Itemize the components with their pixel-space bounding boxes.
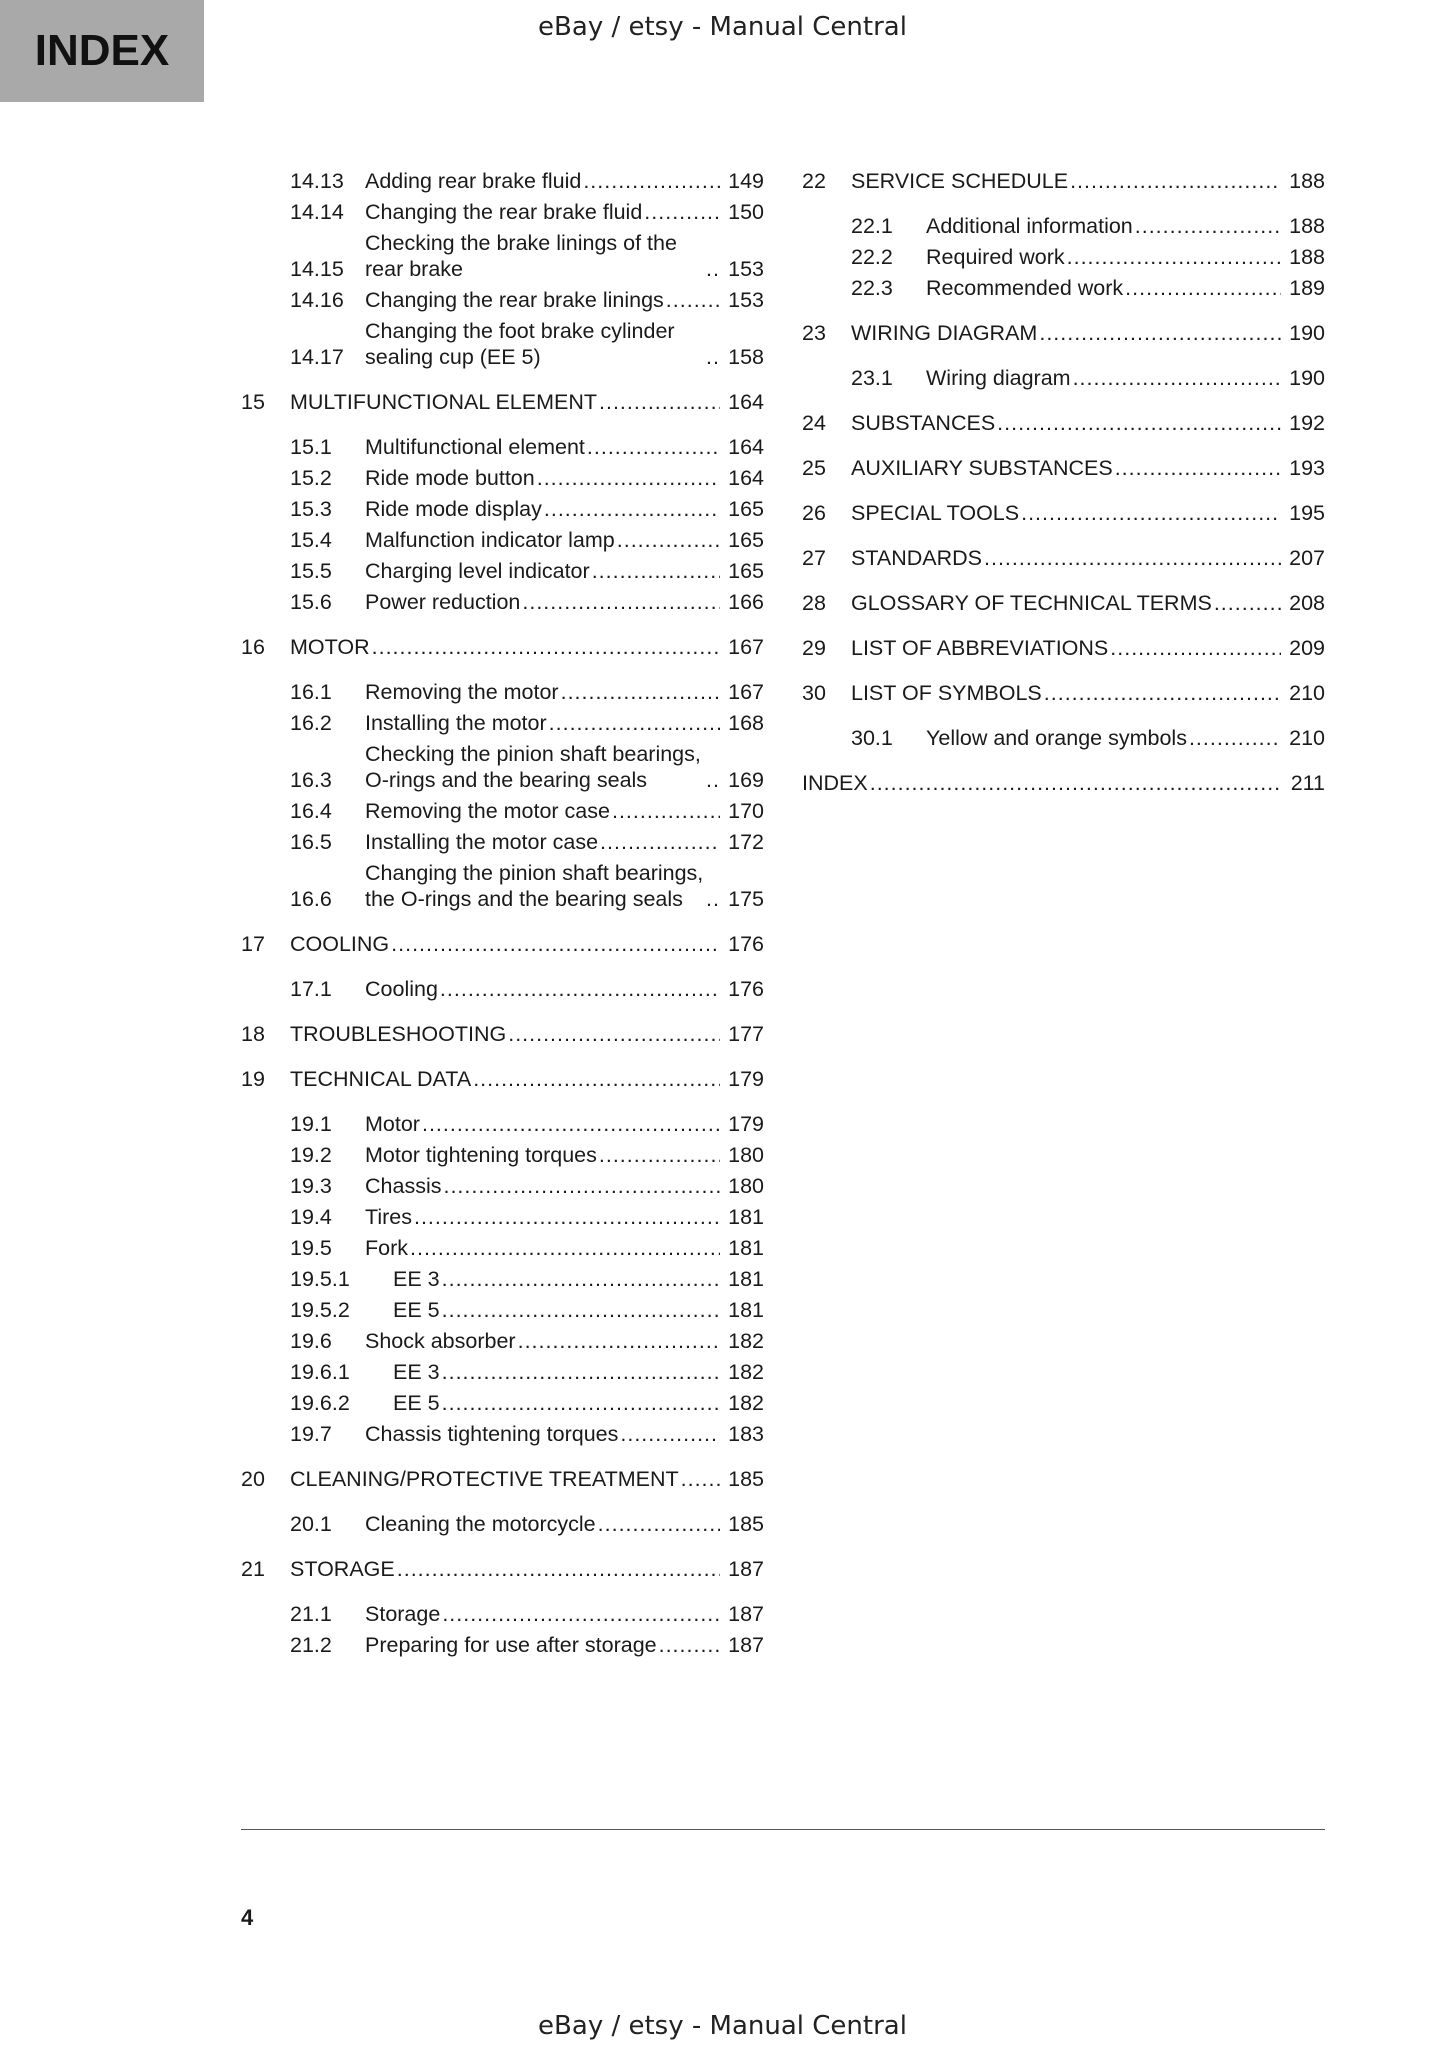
toc-chapter-entry[interactable] [802, 410, 1325, 436]
toc-leader-dots [706, 344, 720, 370]
toc-entry-page: 188 [1289, 214, 1325, 238]
toc-section-entry[interactable] [241, 1632, 764, 1658]
toc-leader-dots [706, 767, 720, 793]
toc-entry-number: 27 [802, 546, 826, 570]
toc-entry-page: 185 [728, 1467, 764, 1491]
toc-entry-number: 28 [802, 591, 826, 615]
toc-leader-dots [659, 1632, 720, 1658]
toc-leader-dots [522, 589, 720, 615]
toc-entry-number: 16.1 [290, 680, 332, 704]
toc-entry-page: 170 [728, 799, 764, 823]
toc-entry-number: 22.2 [851, 245, 893, 269]
toc-section-entry[interactable] [241, 230, 764, 282]
toc-entry-title: Cooling [365, 977, 438, 1001]
toc-entry-page: 180 [728, 1174, 764, 1198]
toc-entry-title: Installing the motor case [365, 830, 599, 854]
toc-section-entry[interactable] [241, 1204, 764, 1230]
toc-entry-title: LIST OF ABBREVIATIONS [851, 636, 1109, 660]
toc-entry-title: MULTIFUNCTIONAL ELEMENT [290, 390, 597, 414]
toc-entry-title: STORAGE [290, 1557, 395, 1581]
toc-entry-title: Changing the rear brake fluid [365, 200, 643, 224]
toc-entry-title: Adding rear brake fluid [365, 169, 582, 193]
toc-entry-page: 164 [728, 466, 764, 490]
toc-section-entry[interactable] [241, 496, 764, 522]
toc-entry-title: EE 5 [393, 1391, 440, 1415]
toc-section-entry[interactable] [241, 798, 764, 824]
toc-leader-dots [397, 1556, 720, 1582]
toc-entry-number: 15.2 [290, 466, 332, 490]
toc-entry-title: Malfunction indicator lamp [365, 528, 615, 552]
toc-entry-page: 172 [728, 830, 764, 854]
toc-leader-dots [1044, 680, 1281, 706]
toc-entry-title: LIST OF SYMBOLS [851, 681, 1042, 705]
toc-leader-dots [617, 527, 720, 553]
toc-section-entry[interactable] [241, 1173, 764, 1199]
toc-entry-number: 18 [241, 1022, 265, 1046]
toc-leader-dots [1189, 725, 1281, 751]
toc-entry-number: 21.2 [290, 1633, 332, 1657]
toc-entry-number: 19.5 [290, 1236, 332, 1260]
toc-entry-number: 19 [241, 1067, 265, 1091]
toc-section-entry[interactable] [241, 1359, 764, 1385]
toc-entry-title: Changing the pinion shaft bearings, the O-rings and the bearing seals [365, 861, 704, 911]
toc-entry-title: Removing the motor case [365, 799, 610, 823]
toc-chapter-entry[interactable] [802, 455, 1325, 481]
toc-section-entry[interactable] [241, 199, 764, 225]
toc-leader-dots [442, 1601, 720, 1627]
toc-section-entry[interactable] [241, 527, 764, 553]
toc-entry-title: MOTOR [290, 635, 370, 659]
toc-section-entry[interactable] [241, 1328, 764, 1354]
toc-leader-dots [544, 496, 720, 522]
toc-leader-dots [442, 1390, 720, 1416]
toc-entry-number: 21 [241, 1557, 265, 1581]
toc-entry-page: 188 [1289, 245, 1325, 269]
toc-entry-page: 153 [728, 288, 764, 312]
toc-entry-number: 14.17 [290, 345, 344, 369]
toc-entry-page: 164 [728, 390, 764, 414]
toc-entry-number: 19.5.1 [290, 1267, 350, 1291]
toc-section-entry[interactable] [241, 860, 764, 912]
toc-leader-dots [473, 1066, 720, 1092]
toc-section-entry[interactable] [241, 1297, 764, 1323]
toc-entry-title: Ride mode display [365, 497, 542, 521]
toc-chapter-entry[interactable] [802, 590, 1325, 616]
toc-section-entry[interactable] [802, 365, 1325, 391]
toc-leader-dots [598, 1511, 720, 1537]
toc-chapter-entry[interactable] [241, 931, 764, 957]
toc-entry-title: TROUBLESHOOTING [290, 1022, 507, 1046]
toc-entry-page: 179 [728, 1067, 764, 1091]
toc-section-entry[interactable] [241, 1142, 764, 1168]
toc-entry-title: Multifunctional element [365, 435, 585, 459]
toc-section-entry[interactable] [241, 710, 764, 736]
toc-entry-number: 30.1 [851, 726, 893, 750]
toc-chapter-entry[interactable] [802, 500, 1325, 526]
toc-leader-dots [1067, 244, 1281, 270]
toc-chapter-entry[interactable] [241, 1066, 764, 1092]
toc-entry-number: 14.16 [290, 288, 344, 312]
toc-leader-dots [870, 770, 1281, 796]
toc-leader-dots [620, 1421, 720, 1447]
page-number: 4 [241, 1905, 254, 1930]
toc-entry-number: 15.1 [290, 435, 332, 459]
index-tab: INDEX [0, 0, 204, 102]
toc-leader-dots [599, 389, 720, 415]
toc-entry-page: 207 [1289, 546, 1325, 570]
toc-entry-title: Ride mode button [365, 466, 535, 490]
toc-entry-title: COOLING [290, 932, 390, 956]
toc-entry-title: Yellow and orange symbols [926, 726, 1187, 750]
toc-entry-page: 181 [728, 1267, 764, 1291]
toc-entry-number: 19.3 [290, 1174, 332, 1198]
toc-entry-page: 182 [728, 1329, 764, 1353]
toc-section-entry[interactable] [241, 318, 764, 370]
watermark-bottom: eBay / etsy - Manual Central [538, 2011, 907, 2041]
toc-entry-page: 181 [728, 1205, 764, 1229]
toc-chapter-entry[interactable] [802, 320, 1325, 346]
toc-section-entry[interactable] [241, 465, 764, 491]
toc-entry-number: 14.13 [290, 169, 344, 193]
toc-entry-page: 195 [1289, 501, 1325, 525]
toc-entry-page: 177 [728, 1022, 764, 1046]
toc-leader-dots [372, 634, 720, 660]
toc-entry-page: 189 [1289, 276, 1325, 300]
toc-leader-dots [644, 199, 720, 225]
toc-entry-title: Checking the brake linings of the rear brake [365, 231, 677, 281]
toc-section-entry[interactable] [241, 1111, 764, 1137]
watermark-top: eBay / etsy - Manual Central [538, 12, 907, 42]
toc-leader-dots [442, 1266, 720, 1292]
toc-leader-dots [442, 1359, 720, 1385]
footer-divider [241, 1829, 1325, 1830]
toc-section-entry[interactable] [802, 275, 1325, 301]
toc-entry-page: 182 [728, 1360, 764, 1384]
toc-entry-page: 210 [1289, 726, 1325, 750]
toc-leader-dots [1021, 500, 1281, 526]
toc-section-entry[interactable] [241, 1235, 764, 1261]
toc-entry-page: 180 [728, 1143, 764, 1167]
toc-chapter-entry[interactable] [241, 389, 764, 415]
toc-section-entry[interactable] [241, 1390, 764, 1416]
toc-entry-number: 15.5 [290, 559, 332, 583]
toc-entry-title: Charging level indicator [365, 559, 590, 583]
toc-section-entry[interactable] [241, 287, 764, 313]
toc-chapter-entry[interactable] [241, 1556, 764, 1582]
toc-entry-page: 175 [728, 887, 764, 911]
toc-entry-title: Checking the pinion shaft bearings, O-rings and the bearing seals [365, 742, 701, 792]
toc-chapter-entry[interactable] [802, 635, 1325, 661]
toc-leader-dots [1110, 635, 1281, 661]
toc-section-entry[interactable] [241, 558, 764, 584]
toc-section-entry[interactable] [241, 1421, 764, 1447]
toc-entry-title: WIRING DIAGRAM [851, 321, 1038, 345]
toc-entry-page: 168 [728, 711, 764, 735]
toc-leader-dots [592, 558, 720, 584]
toc-entry-page: 182 [728, 1391, 764, 1415]
toc-entry-page: 166 [728, 590, 764, 614]
toc-leader-dots [1125, 275, 1281, 301]
toc-entry-number: 19.1 [290, 1112, 332, 1136]
toc-entry-page: 153 [728, 257, 764, 281]
toc-entry-page: 190 [1289, 321, 1325, 345]
toc-leader-dots [549, 710, 720, 736]
toc-leader-dots [587, 434, 720, 460]
toc-entry-page: 176 [728, 977, 764, 1001]
toc-entry-page: 169 [728, 768, 764, 792]
toc-entry-page: 167 [728, 680, 764, 704]
toc-entry-page: 210 [1289, 681, 1325, 705]
toc-entry-title: TECHNICAL DATA [290, 1067, 472, 1091]
toc-entry-page: 187 [728, 1557, 764, 1581]
toc-entry-page: 165 [728, 497, 764, 521]
toc-entry-page: 185 [728, 1512, 764, 1536]
toc-entry-number: 23 [802, 321, 826, 345]
toc-leader-dots [422, 1111, 720, 1137]
toc-entry-number: 19.6 [290, 1329, 332, 1353]
toc-entry-number: 19.4 [290, 1205, 332, 1229]
toc-entry-number: 17.1 [290, 977, 332, 1001]
toc-entry-number: 16.2 [290, 711, 332, 735]
toc-left-column [241, 168, 764, 1658]
toc-entry-number: 15.3 [290, 497, 332, 521]
toc-entry-page: 149 [728, 169, 764, 193]
toc-entry-page: 181 [728, 1298, 764, 1322]
toc-leader-dots [612, 798, 720, 824]
toc-entry-page: 183 [728, 1422, 764, 1446]
toc-entry-title: Preparing for use after storage [365, 1633, 657, 1657]
toc-entry-number: 23.1 [851, 366, 893, 390]
toc-entry-number: 16.6 [290, 887, 332, 911]
toc-section-entry[interactable] [241, 829, 764, 855]
toc-entry-number: 26 [802, 501, 826, 525]
toc-leader-dots [1135, 213, 1281, 239]
toc-entry-title: SUBSTANCES [851, 411, 996, 435]
toc-entry-page: 164 [728, 435, 764, 459]
toc-entry-page: 188 [1289, 169, 1325, 193]
toc-leader-dots [706, 256, 720, 282]
toc-entry-title: STANDARDS [851, 546, 983, 570]
toc-leader-dots [414, 1204, 720, 1230]
toc-entry-title: GLOSSARY OF TECHNICAL TERMS [851, 591, 1212, 615]
toc-entry-number: 16 [241, 635, 265, 659]
toc-section-entry[interactable] [241, 679, 764, 705]
toc-leader-dots [600, 829, 720, 855]
toc-entry-page: 165 [728, 528, 764, 552]
toc-chapter-entry[interactable] [241, 1021, 764, 1047]
toc-entry-page: 208 [1289, 591, 1325, 615]
toc-section-entry[interactable] [802, 244, 1325, 270]
toc-entry-title: Motor [365, 1112, 420, 1136]
toc-leader-dots [1039, 320, 1281, 346]
toc-entry-number: 16.3 [290, 768, 332, 792]
toc-entry-number: 17 [241, 932, 265, 956]
toc-entry-number: 19.2 [290, 1143, 332, 1167]
toc-entry-title: Chassis tightening torques [365, 1422, 619, 1446]
toc-leader-dots [391, 931, 720, 957]
toc-entry-page: 187 [728, 1633, 764, 1657]
toc-entry-number: 15.4 [290, 528, 332, 552]
toc-entry-title: EE 3 [393, 1360, 440, 1384]
toc-section-entry[interactable] [241, 741, 764, 793]
toc-section-entry[interactable] [241, 976, 764, 1002]
toc-entry-number: 30 [802, 681, 826, 705]
toc-leader-dots [1115, 455, 1281, 481]
toc-entry-page: 211 [1290, 771, 1325, 795]
toc-leader-dots [440, 976, 720, 1002]
toc-entry-title: Shock absorber [365, 1329, 516, 1353]
toc-entry-number: 14.15 [290, 257, 344, 281]
toc-entry-title: CLEANING/PROTECTIVE TREATMENT [290, 1467, 679, 1491]
toc-leader-dots [508, 1021, 720, 1047]
toc-entry-title: SERVICE SCHEDULE [851, 169, 1069, 193]
toc-entry-title: EE 5 [393, 1298, 440, 1322]
toc-section-entry[interactable] [802, 725, 1325, 751]
toc-entry-title: Fork [365, 1236, 408, 1260]
toc-section-entry[interactable] [241, 1601, 764, 1627]
toc-entry-title: Required work [926, 245, 1065, 269]
toc-chapter-entry[interactable] [802, 168, 1325, 194]
toc-leader-dots [442, 1297, 720, 1323]
toc-entry-page: 209 [1289, 636, 1325, 660]
toc-chapter-entry[interactable] [802, 770, 1325, 796]
toc-section-entry[interactable] [241, 1266, 764, 1292]
toc-chapter-entry[interactable] [241, 634, 764, 660]
toc-entry-number: 24 [802, 411, 826, 435]
toc-entry-title: Wiring diagram [926, 366, 1071, 390]
toc-entry-number: 15.6 [290, 590, 332, 614]
toc-section-entry[interactable] [241, 589, 764, 615]
toc-entry-title: Motor tightening torques [365, 1143, 597, 1167]
toc-entry-page: 187 [728, 1602, 764, 1626]
toc-entry-title: Changing the rear brake linings [365, 288, 664, 312]
toc-entry-number: 22 [802, 169, 826, 193]
toc-section-entry[interactable] [241, 168, 764, 194]
toc-entry-title: Removing the motor [365, 680, 559, 704]
toc-leader-dots [706, 886, 720, 912]
toc-entry-page: 158 [728, 345, 764, 369]
toc-entry-number: 14.14 [290, 200, 344, 224]
toc-chapter-entry[interactable] [802, 680, 1325, 706]
toc-entry-title: INDEX [802, 771, 868, 795]
toc-entry-number: 20 [241, 1467, 265, 1491]
toc-leader-dots [1070, 168, 1281, 194]
toc-entry-page: 190 [1289, 366, 1325, 390]
toc-leader-dots [1214, 590, 1281, 616]
toc-entry-number: 19.6.2 [290, 1391, 350, 1415]
toc-entry-page: 165 [728, 559, 764, 583]
toc-entry-title: Chassis [365, 1174, 442, 1198]
toc-entry-number: 19.6.1 [290, 1360, 350, 1384]
toc-leader-dots [537, 465, 720, 491]
toc-leader-dots [1073, 365, 1281, 391]
toc-entry-number: 22.3 [851, 276, 893, 300]
toc-section-entry[interactable] [241, 434, 764, 460]
toc-entry-number: 29 [802, 636, 826, 660]
toc-leader-dots [997, 410, 1281, 436]
toc-entry-title: EE 3 [393, 1267, 440, 1291]
toc-entry-page: 179 [728, 1112, 764, 1136]
toc-leader-dots [561, 679, 720, 705]
toc-leader-dots [443, 1173, 720, 1199]
toc-entry-number: 16.4 [290, 799, 332, 823]
toc-leader-dots [583, 168, 720, 194]
toc-entry-number: 15 [241, 390, 265, 414]
toc-entry-title: SPECIAL TOOLS [851, 501, 1020, 525]
toc-leader-dots [681, 1466, 720, 1492]
toc-section-entry[interactable] [802, 213, 1325, 239]
toc-entry-title: Storage [365, 1602, 441, 1626]
toc-entry-title: AUXILIARY SUBSTANCES [851, 456, 1113, 480]
toc-entry-title: Recommended work [926, 276, 1124, 300]
toc-entry-page: 150 [728, 200, 764, 224]
toc-entry-title: Power reduction [365, 590, 521, 614]
toc-entry-title: Changing the foot brake cylinder sealing cup (EE 5) [365, 319, 675, 369]
toc-chapter-entry[interactable] [241, 1466, 764, 1492]
toc-entry-title: Additional information [926, 214, 1133, 238]
toc-right-column [802, 168, 1325, 796]
toc-entry-page: 192 [1289, 411, 1325, 435]
toc-entry-number: 19.5.2 [290, 1298, 350, 1322]
toc-leader-dots [599, 1142, 720, 1168]
toc-entry-number: 20.1 [290, 1512, 332, 1536]
toc-entry-number: 19.7 [290, 1422, 332, 1446]
toc-entry-number: 25 [802, 456, 826, 480]
toc-entry-title: Tires [365, 1205, 412, 1229]
toc-entry-page: 176 [728, 932, 764, 956]
toc-entry-number: 22.1 [851, 214, 893, 238]
toc-entry-title: Installing the motor [365, 711, 547, 735]
toc-entry-title: Cleaning the motorcycle [365, 1512, 596, 1536]
toc-leader-dots [666, 287, 720, 313]
toc-chapter-entry[interactable] [802, 545, 1325, 571]
toc-entry-number: 21.1 [290, 1602, 332, 1626]
toc-entry-page: 193 [1289, 456, 1325, 480]
toc-entry-page: 181 [728, 1236, 764, 1260]
toc-leader-dots [984, 545, 1281, 571]
toc-leader-dots [410, 1235, 720, 1261]
toc-section-entry[interactable] [241, 1511, 764, 1537]
toc-entry-page: 167 [728, 635, 764, 659]
toc-leader-dots [518, 1328, 720, 1354]
toc-entry-number: 16.5 [290, 830, 332, 854]
